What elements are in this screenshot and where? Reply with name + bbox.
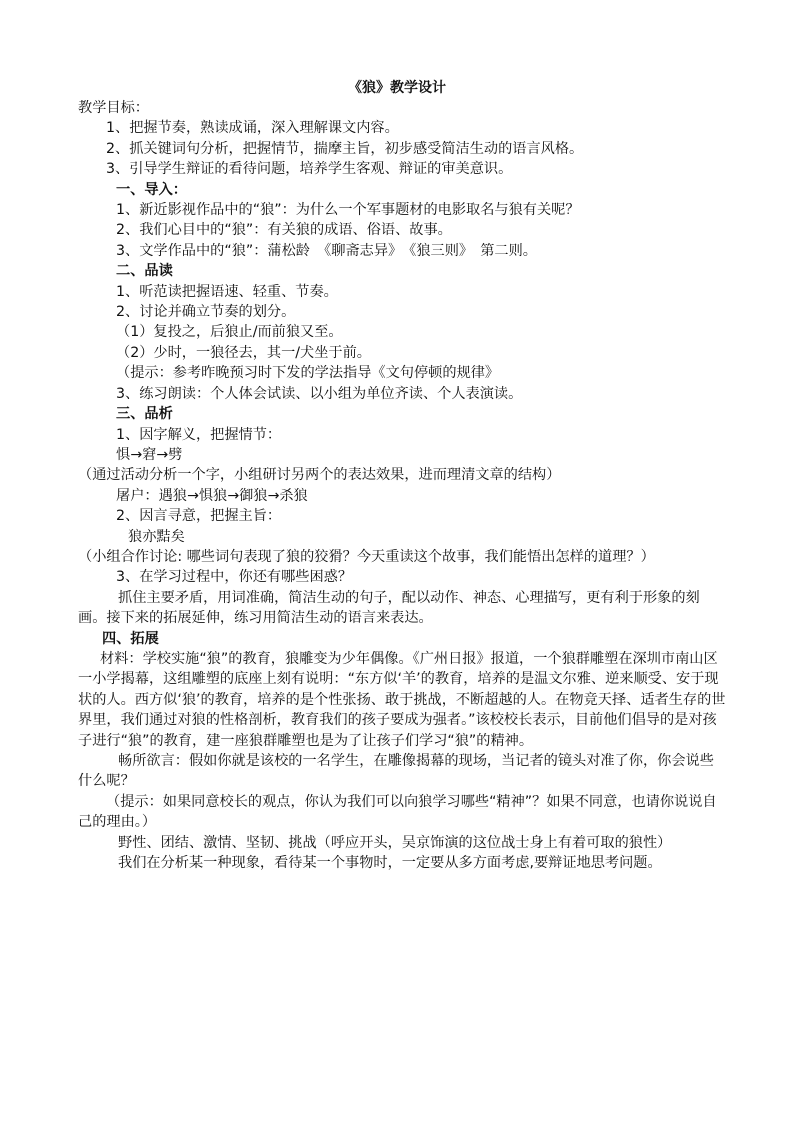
section4-prompt: 畅所欲言：假如你就是该校的一名学生，在雕像揭幕的现场，当记者的镜头对准了你，你会说些什么呢？ xyxy=(78,753,714,790)
section1-item-2: 2、我们心目中的“狼”：有关狼的成语、俗语、故事。 xyxy=(116,222,452,239)
section4-heading: 四、拓展 xyxy=(102,630,159,647)
section2-item-3: （1）复投之，后狼止/而前狼又至。 xyxy=(116,324,343,341)
section3-chain-2: 屠户：遇狼→惧狼→御狼→杀狼 xyxy=(116,487,308,504)
section2-item-2: 2、讨论并确立节奏的划分。 xyxy=(116,304,296,321)
goals-heading: 教学目标： xyxy=(78,100,149,116)
document-body xyxy=(78,98,728,873)
section3-paragraph: 抓住主要矛盾，用词准确，简洁生动的句子，配以动作、神态、心理描写，更有利于形象的刻画。接下来的拓展延伸，练习用简洁生动的语言来表达。 xyxy=(78,589,700,627)
goal-3: 3、引导学生辩证的看待问题，培养学生客观、辩证的审美意识。 xyxy=(106,161,513,178)
section4-hint: （提示：如果同意校长的观点，你认为我们可以向狼学习哪些“精神”？如果不同意，也请你说说自己的理由。） xyxy=(78,793,717,831)
section3-item-3: 3、在学习过程中，你还有哪些困惑？ xyxy=(116,569,353,586)
section3-heading: 三、品析 xyxy=(116,406,173,423)
section3-item-1: 1、因字解义，把握情节： xyxy=(116,426,282,443)
section3-note-1: （通过活动分析一个字，小组研讨另两个的表达效果，进而理清文章的结构） xyxy=(78,467,561,484)
section1-item-1: 1、新近影视作品中的“狼”：为什么一个军事题材的电影取名与狼有关呢？ xyxy=(116,202,580,219)
section2-item-1: 1、听范读把握语速、轻重、节奏。 xyxy=(116,283,338,300)
section1-item-3: 3、文学作品中的“狼”：蒲松龄 《聊斋志异》 《狼三则》 第二则。 xyxy=(116,242,537,259)
document-title: 《狼》教学设计 xyxy=(348,80,446,96)
section4-traits: 野性、团结、激情、坚韧、挑战（呼应开头，吴京饰演的这位战士身上有着可取的狼性） xyxy=(118,834,672,851)
section3-note-2: （小组合作讨论: 哪些词句表现了狼的狡猾？今天重读这个故事，我们能悟出怎样的道理？） xyxy=(78,548,655,565)
section2-item-6: 3、练习朗读：个人体会试读、以小组为单位齐读、个人表演读。 xyxy=(116,385,523,402)
section2-item-4: （2）少时，一狼径去，其一/犬坐于前。 xyxy=(116,344,371,361)
section4-conclusion: 我们在分析某一种现象，看待某一个事物时，一定要从多方面考虑,要辩证地思考问题。 xyxy=(118,855,662,872)
section4-material: 材料：学校实施“狼”的教育，狼雕变为少年偶像。《广州日报》报道，一个狼群雕塑在深圳市南山区一小学揭幕，这组雕塑的底座上刻有说明：“东方似‘羊’的教育，培养的是温文尔雅、逆来顺受、安于现状的人。西方似‘狼’的教育，培养的是个性张扬、敢于挑战，不断超越的人。在物竞天择、适者生存的世界里，我们通过对狼的性格剖析，教育我们的孩子要成为强者。”该校校长表示，目前他们倡导的是对孩子进行“狼”的教育，建一座狼群雕塑也是为了让孩子们学习“狼”的精神。 xyxy=(78,650,726,749)
goal-2: 2、抓关键词句分析，把握情节，揣摩主旨，初步感受简洁生动的语言风格。 xyxy=(106,140,584,157)
section2-item-5: （提示：参考昨晚预习时下发的学法指导《文句停顿的规律》 xyxy=(116,365,500,382)
section3-chain-1: 惧→窘→劈 xyxy=(116,446,183,463)
section2-heading: 二、品读 xyxy=(116,263,173,280)
section3-quote: 狼亦黠矣 xyxy=(128,528,185,545)
section1-heading: 一、导入： xyxy=(116,181,187,198)
goal-1: 1、把握节奏，熟读成诵，深入理解课文内容。 xyxy=(106,120,399,137)
section3-item-2: 2、因言寻意，把握主旨： xyxy=(116,508,282,525)
